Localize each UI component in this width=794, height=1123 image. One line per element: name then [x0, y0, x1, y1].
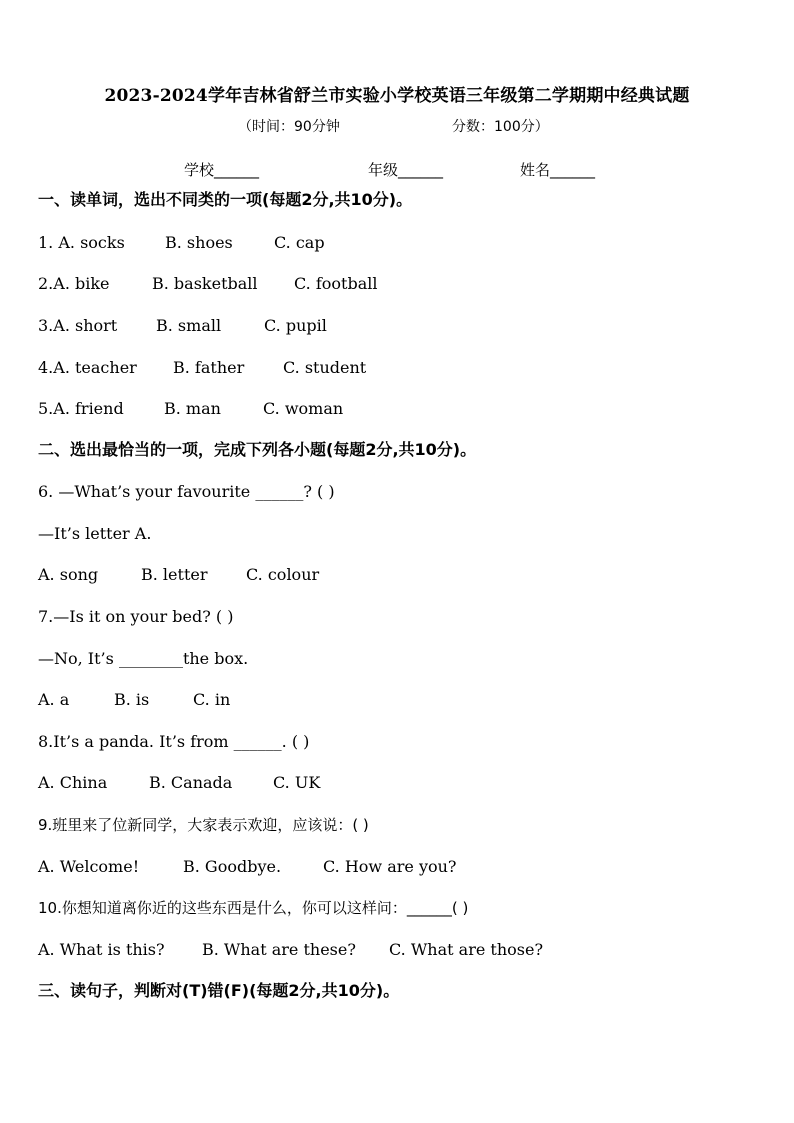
exam-title: 2023-2024学年吉林省舒兰市实验小学校英语三年级第二学期期中经典试题 — [104, 86, 690, 106]
question-2-option-a: 2.A. bike — [38, 274, 110, 293]
question-7-reply: —No, It’s ________the box. — [38, 649, 249, 668]
question-7-option-a: A. a — [38, 690, 70, 709]
question-1-option-b: B. shoes — [165, 233, 233, 252]
question-3-option-a: 3.A. short — [38, 316, 118, 335]
grade-field: 年级______ — [368, 161, 444, 179]
question-7-stem: 7.—Is it on your bed? ( ) — [38, 607, 234, 626]
question-2-option-b: B. basketball — [152, 274, 258, 293]
question-8-option-c: C. UK — [273, 773, 321, 792]
question-8-option-a: A. China — [38, 773, 108, 792]
question-6-reply: —It’s letter A. — [38, 524, 152, 543]
question-5-option-b: B. man — [164, 399, 221, 418]
question-5-option-a: 5.A. friend — [38, 399, 124, 418]
question-10-option-b: B. What are these? — [202, 940, 356, 959]
question-9-option-b: B. Goodbye. — [183, 857, 282, 876]
question-6-option-a: A. song — [38, 565, 99, 584]
question-4-option-b: B. father — [173, 358, 245, 377]
question-4-option-a: 4.A. teacher — [38, 358, 137, 377]
question-9-option-a: A. Welcome! — [38, 857, 140, 876]
section-2-heading: 二、选出最恰当的一项，完成下列各小题(每题2分,共10分)。 — [38, 440, 477, 459]
question-9-stem: 9.班里来了位新同学，大家表示欢迎，应该说：( ) — [38, 816, 369, 834]
question-6-option-c: C. colour — [246, 565, 320, 584]
question-10-stem: 10.你想知道离你近的这些东西是什么，你可以这样问：______( ) — [38, 899, 469, 917]
section-3-heading: 三、读句子，判断对(T)错(F)(每题2分,共10分)。 — [38, 981, 400, 1000]
question-3-option-c: C. pupil — [264, 316, 327, 335]
exam-score: 分数：100分） — [452, 119, 549, 135]
question-6-option-b: B. letter — [141, 565, 208, 584]
question-9-option-c: C. How are you? — [323, 857, 457, 876]
question-10-option-a: A. What is this? — [38, 940, 165, 959]
question-4-option-c: C. student — [283, 358, 367, 377]
question-1-option-a: 1. A. socks — [38, 233, 125, 252]
question-7-option-b: B. is — [114, 690, 150, 709]
question-6-stem: 6. —What’s your favourite ______? ( ) — [38, 482, 335, 501]
section-1-heading: 一、读单词，选出不同类的一项(每题2分,共10分)。 — [38, 190, 413, 209]
question-2-option-c: C. football — [294, 274, 378, 293]
exam-time: （时间：90分钟 — [238, 119, 340, 135]
question-3-option-b: B. small — [156, 316, 222, 335]
question-8-stem: 8.It’s a panda. It’s from ______. ( ) — [38, 732, 310, 751]
school-field: 学校______ — [184, 161, 260, 179]
question-8-option-b: B. Canada — [149, 773, 233, 792]
question-5-option-c: C. woman — [263, 399, 344, 418]
name-field: 姓名______ — [520, 161, 596, 179]
question-1-option-c: C. cap — [274, 233, 325, 252]
question-10-option-c: C. What are those? — [389, 940, 544, 959]
question-7-option-c: C. in — [193, 690, 231, 709]
